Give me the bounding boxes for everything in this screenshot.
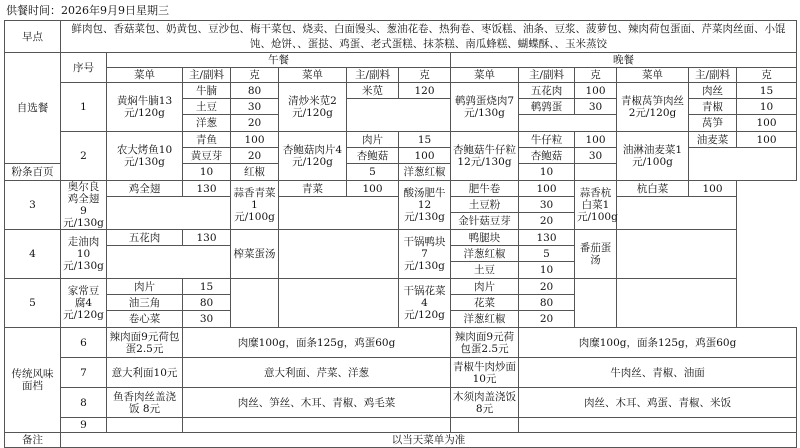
ingredient-gram: 20 [519, 279, 575, 295]
ingredient-empty [107, 197, 231, 230]
noodle-ingredients: 肉糜100g，面条125g，鸡蛋60g [183, 328, 451, 358]
ingredient-header: 主/副料 [519, 68, 575, 83]
seq-header: 序号 [61, 53, 107, 83]
ingredient-name: 青菜 [279, 181, 347, 197]
table-row [5, 53, 797, 68]
table-row [5, 418, 797, 433]
lunch-header: 午餐 [107, 53, 451, 68]
noodle-ingredients: 意大利面、芹菜、洋葱 [183, 358, 451, 388]
ingredient-gram: 100 [399, 148, 451, 164]
gram-header: 克 [737, 68, 797, 83]
ingredient-name: 肉片 [347, 132, 399, 148]
ingredient-name: 金针菇豆芽 [451, 213, 519, 230]
ingredient-name: 肉片 [107, 279, 183, 295]
ingredient-gram: 30 [183, 311, 231, 328]
ingredient-gram: 100 [575, 83, 617, 99]
remark-label: 备注 [5, 433, 61, 448]
gram-header: 克 [399, 68, 451, 83]
table-row [5, 83, 797, 99]
ingredient-gram: 130 [183, 230, 231, 246]
dish-name [575, 279, 617, 328]
ingredient-gram: 100 [689, 181, 737, 197]
ingredient-name: 肥牛卷 [451, 181, 519, 197]
gram-header: 克 [231, 68, 279, 83]
dish-name: 奥尔良鸡全翅 9元/130g [61, 181, 107, 230]
dish-name: 干锅花菜4元/120g [399, 279, 451, 328]
ingredient-empty [107, 246, 231, 279]
ingredient-name: 洋葱红椒 [399, 164, 451, 181]
ingredient-name: 肉片 [451, 279, 519, 295]
dish-name: 蒜香青菜1元/100g [231, 181, 279, 230]
table-row [5, 132, 797, 148]
ingredient-gram: 5 [347, 164, 399, 181]
table-row [5, 328, 797, 358]
ingredient-empty [279, 197, 399, 230]
seq-number: 6 [61, 328, 107, 358]
dish-name: 家常豆腐4元/120g [61, 279, 107, 328]
seq-number: 7 [61, 358, 107, 388]
table-row [5, 433, 797, 448]
dish-name: 黄焖牛腩13元/120g [107, 83, 183, 132]
ingredient-name: 洋葱红椒 [451, 246, 519, 262]
ingredient-name: 卷心菜 [107, 311, 183, 328]
breakfast-items: 鲜肉包、香菇菜包、奶黄包、豆沙包、梅干菜包、烧卖、白面馒头、葱油花卷、热狗卷、枣饭糕、油条、豆浆、菠萝包、辣肉荷包蛋面、芹菜肉丝面、小馄饨、炝饼、、蛋挞、鸡蛋、老式蛋糕、抹茶糕、南瓜蜂糕、蝴蝶酥、、玉米蒸饺 [61, 21, 797, 53]
table-row [5, 388, 797, 418]
ingredient-name: 五花肉 [107, 230, 183, 246]
noodle-dish: 意大利面10元 [107, 358, 183, 388]
ingredient-name: 红椒 [231, 164, 279, 181]
ingredient-header: 主/副料 [689, 68, 737, 83]
ingredient-gram: 130 [183, 181, 231, 197]
ingredient-gram: 10 [737, 99, 797, 115]
seq-number: 3 [5, 181, 61, 230]
dinner-header: 晚餐 [451, 53, 797, 68]
ingredient-name: 莴笋 [689, 115, 737, 132]
ingredient-name: 土豆 [451, 262, 519, 279]
ingredient-gram: 30 [519, 197, 575, 213]
seq-number: 9 [61, 418, 107, 433]
dish-name: 油淋油麦菜1元/100g [617, 132, 689, 181]
table-row [5, 21, 797, 53]
noodle-ingredients: 牛肉丝、青椒、油面 [519, 358, 797, 388]
ingredient-name: 油三角 [107, 295, 183, 311]
noodle-dish [107, 418, 183, 433]
seq-number: 2 [61, 132, 107, 181]
ingredient-header: 主/副料 [347, 68, 399, 83]
ingredient-name: 青椒 [689, 99, 737, 115]
ingredient-name: 米苋 [347, 83, 399, 99]
ingredient-gram: 15 [183, 279, 231, 295]
noodle-dish: 辣肉面9元荷包蛋2.5元 [451, 328, 519, 358]
ingredient-empty [617, 230, 737, 279]
ingredient-name: 鸡全翅 [107, 181, 183, 197]
ingredient-gram: 30 [575, 99, 617, 115]
ingredient-name: 鹌鹑蛋 [519, 99, 575, 115]
ingredient-name: 杏鲍菇 [519, 148, 575, 164]
ingredient-gram: 20 [519, 311, 575, 328]
noodle-dish: 辣肉面9元荷包蛋2.5元 [107, 328, 183, 358]
ingredient-header: 主/副料 [183, 68, 231, 83]
ingredient-name: 杭白菜 [617, 181, 689, 197]
ingredient-empty [347, 99, 451, 132]
ingredient-empty [279, 279, 399, 328]
dish-header: 菜单 [107, 68, 183, 83]
ingredient-name: 牛仔粒 [519, 132, 575, 148]
ingredient-gram: 130 [519, 230, 575, 246]
table-row [5, 230, 797, 246]
dish-name [231, 279, 279, 328]
ingredient-gram: 15 [399, 132, 451, 148]
noodle-label: 传统风味面档 [5, 328, 61, 433]
seq-number: 1 [61, 83, 107, 132]
ingredient-empty [617, 279, 737, 328]
ingredient-name: 花菜 [451, 295, 519, 311]
ingredient-gram: 30 [575, 148, 617, 164]
noodle-ingredients: 肉丝、笋丝、木耳、青椒、鸡毛菜 [183, 388, 451, 418]
noodle-ingredients [519, 418, 797, 433]
ingredient-name: 土豆 [183, 99, 231, 115]
gram-header: 克 [575, 68, 617, 83]
table-row [5, 68, 797, 83]
ingredient-name: 杏鲍菇 [347, 148, 399, 164]
ingredient-empty [617, 197, 737, 230]
ingredient-gram: 120 [399, 83, 451, 99]
ingredient-gram: 100 [737, 115, 797, 132]
ingredient-gram: 100 [347, 181, 399, 197]
ingredient-gram: 100 [519, 181, 575, 197]
ingredient-name: 黄豆芽 [183, 148, 231, 164]
ingredient-name: 五花肉 [519, 83, 575, 99]
ingredient-empty [279, 230, 399, 279]
ingredient-gram: 15 [737, 83, 797, 99]
ingredient-gram: 80 [231, 83, 279, 99]
ingredient-empty [689, 148, 797, 181]
dish-name: 酸汤肥牛12元/130g [399, 181, 451, 230]
ingredient-name: 鸭腿块 [451, 230, 519, 246]
ingredient-gram: 80 [183, 295, 231, 311]
breakfast-label: 早点 [5, 21, 61, 53]
page-title: 供餐时间：2026年9月9日星期三 [6, 4, 169, 17]
dish-name: 农大烤鱼10元/130g [107, 132, 183, 181]
dish-header: 菜单 [451, 68, 519, 83]
ingredient-gram: 10 [519, 262, 575, 279]
seq-number: 5 [5, 279, 61, 328]
ingredient-name: 土豆粉 [451, 197, 519, 213]
ingredient-gram: 100 [575, 132, 617, 148]
noodle-ingredients: 肉糜100g，面条125g，鸡蛋60g [519, 328, 797, 358]
dish-name: 清炒米苋2元/120g [279, 83, 347, 132]
menu-table [4, 20, 797, 448]
noodle-ingredients [183, 418, 451, 433]
seq-number: 8 [61, 388, 107, 418]
dish-header: 菜单 [617, 68, 689, 83]
ingredient-name: 牛腩 [183, 83, 231, 99]
dish-header: 菜单 [279, 68, 347, 83]
ingredient-name: 青鱼 [183, 132, 231, 148]
ingredient-name: 油麦菜 [689, 132, 737, 148]
dish-name: 杏鲍菇牛仔粒 12元/130g [451, 132, 519, 181]
table-row [5, 181, 797, 197]
dish-name: 蒜香杭白菜1元/100g [575, 181, 617, 230]
dish-name: 干锅鸭块7元/130g [399, 230, 451, 279]
noodle-dish [451, 418, 519, 433]
ingredient-name: 粉条百页 [5, 164, 61, 181]
dish-name: 杏鲍菇肉片4元/120g [279, 132, 347, 181]
dish-name: 青椒莴笋肉丝 2元/120g [617, 83, 689, 132]
ingredient-name: 肉丝 [689, 83, 737, 99]
noodle-dish: 木须肉盖浇饭8元 [451, 388, 519, 418]
dish-name: 番茄蛋汤 [575, 230, 617, 279]
table-row [5, 358, 797, 388]
ingredient-gram: 10 [519, 164, 575, 181]
ingredient-gram: 10 [183, 164, 231, 181]
ingredient-gram: 5 [519, 246, 575, 262]
ingredient-gram: 100 [737, 132, 797, 148]
dish-name: 走油肉10元/130g [61, 230, 107, 279]
ingredient-gram: 20 [231, 115, 279, 132]
ingredient-name: 洋葱红椒 [451, 311, 519, 328]
remark-text: 以当天菜单为准 [61, 433, 797, 448]
ingredient-name: 洋葱 [183, 115, 231, 132]
ingredient-gram: 100 [231, 132, 279, 148]
noodle-dish: 青椒牛肉炒面10元 [451, 358, 519, 388]
ingredient-gram: 30 [231, 99, 279, 115]
noodle-ingredients: 肉丝、木耳、鸡蛋、青椒、米饭 [519, 388, 797, 418]
dish-name: 鹌鹑蛋烧肉7元/130g [451, 83, 519, 132]
seq-number: 4 [5, 230, 61, 279]
dish-name: 榨菜蛋汤 [231, 230, 279, 279]
ingredient-gram: 20 [519, 213, 575, 230]
ingredient-gram: 80 [519, 295, 575, 311]
table-row [5, 279, 797, 295]
self-select-label: 自选餐 [5, 53, 61, 164]
ingredient-gram: 20 [231, 148, 279, 164]
noodle-dish: 鱼香肉丝盖浇饭 8元 [107, 388, 183, 418]
ingredient-empty [519, 115, 617, 132]
